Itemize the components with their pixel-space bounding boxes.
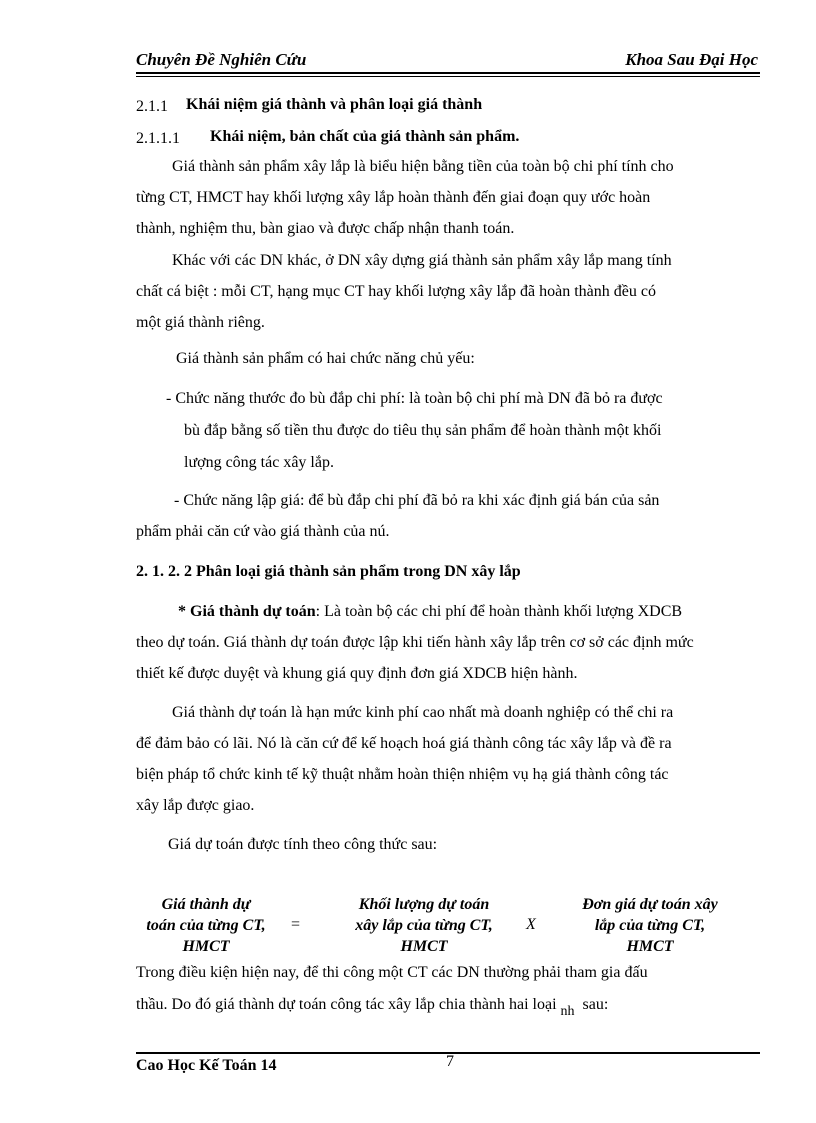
paragraph-line: thành, nghiệm thu, bàn giao và được chấp nhận thanh toán. — [136, 220, 515, 237]
header-right: Khoa Sau Đại Học — [625, 50, 758, 69]
paragraph-line: chất cá biệt : mỗi CT, hạng mục CT hay khối lượng xây lắp đã hoàn thành đều có — [136, 283, 656, 300]
paragraph-line: Trong điều kiện hiện nay, để thi công một CT các DN thường phải tham gia đấu — [136, 964, 648, 981]
paragraph-line: một giá thành riêng. — [136, 314, 265, 331]
term-definition: : Là toàn bộ các chi phí để hoàn thành khối lượng XDCB — [315, 603, 683, 620]
paragraph-line: phẩm phải căn cứ vào giá thành của nú. — [136, 523, 390, 540]
formula-right-term: Đơn giá dự toán xây lắp của từng CT, HMCT — [582, 896, 718, 955]
paragraph-line: để đảm bảo có lãi. Nó là căn cứ để kế hoạch hoá giá thành công tác xây lắp và đề ra — [136, 735, 672, 752]
header-left: Chuyên Đề Nghiên Cứu — [136, 50, 307, 69]
heading-2122: 2. 1. 2. 2 Phân loại giá thành sản phẩm trong DN xây lắp — [136, 563, 521, 580]
page-number: 7 — [446, 1053, 454, 1070]
bold-term: * Giá thành dự toán — [178, 603, 316, 620]
heading-211-text: Khái niệm giá thành và phân loại giá thành — [186, 96, 483, 113]
header-rule — [136, 72, 760, 74]
paragraph-line: Giá thành sản phẩm có hai chức năng chủ yếu: — [176, 350, 475, 367]
paragraph-line: từng CT, HMCT hay khối lượng xây lắp hoàn thành đến giai đoạn quy ước hoàn — [136, 189, 651, 206]
paragraph-line: thiết kế được duyệt và khung giá quy định đơn giá XDCB hiện hành. — [136, 665, 578, 682]
paragraph-line: xây lắp được giao. — [136, 797, 255, 814]
stray-text: nh — [560, 1004, 575, 1019]
paragraph-line — [178, 603, 682, 621]
paragraph-line: theo dự toán. Giá thành dự toán được lập khi tiến hành xây lắp trên cơ sở các định mức — [136, 634, 694, 651]
paragraph-line: Giá thành sản phẩm xây lắp là biểu hiện bằng tiền của toàn bộ chi phí tính cho — [172, 158, 674, 175]
paragraph-line: biện pháp tổ chức kinh tế kỹ thuật nhằm hoàn thiện nhiệm vụ hạ giá thành công tác — [136, 766, 669, 783]
heading-2111-text: Khái niệm, bản chất của giá thành sản phẩm. — [210, 128, 520, 145]
formula-equals: = — [291, 916, 301, 933]
paragraph-line: Giá thành dự toán là hạn mức kinh phí cao nhất mà doanh nghiệp có thể chi ra — [172, 704, 674, 721]
paragraph-line: Giá dự toán được tính theo công thức sau: — [168, 836, 438, 853]
footer-left: Cao Học Kế Toán 14 — [136, 1057, 277, 1074]
formula-middle-term: Khối lượng dự toán xây lắp của từng CT, HMCT — [355, 896, 493, 955]
list-item-line: lượng công tác xây lắp. — [184, 454, 334, 471]
heading-2111-number: 2.1.1.1 — [136, 130, 180, 147]
formula-multiply: X — [526, 916, 536, 933]
formula-left-term: Giá thành dự toán của từng CT, HMCT — [146, 896, 266, 955]
list-item-line: - Chức năng thước đo bù đắp chi phí: là toàn bộ chi phí mà DN đã bỏ ra được — [166, 390, 663, 407]
paragraph-line: thầu. Do đó giá thành dự toán công tác xây lắp chia thành hai loại nh sau: — [136, 996, 609, 1019]
list-item-line: - Chức năng lập giá: để bù đắp chi phí đã bỏ ra khi xác định giá bán của sản — [174, 492, 660, 509]
heading-211-number: 2.1.1 — [136, 98, 168, 115]
header-rule-thin — [136, 76, 760, 77]
paragraph-line: Khác với các DN khác, ở DN xây dựng giá thành sản phẩm xây lắp mang tính — [172, 252, 672, 269]
list-item-line: bù đắp bằng số tiền thu được do tiêu thụ sản phẩm để hoàn thành một khối — [184, 422, 662, 439]
